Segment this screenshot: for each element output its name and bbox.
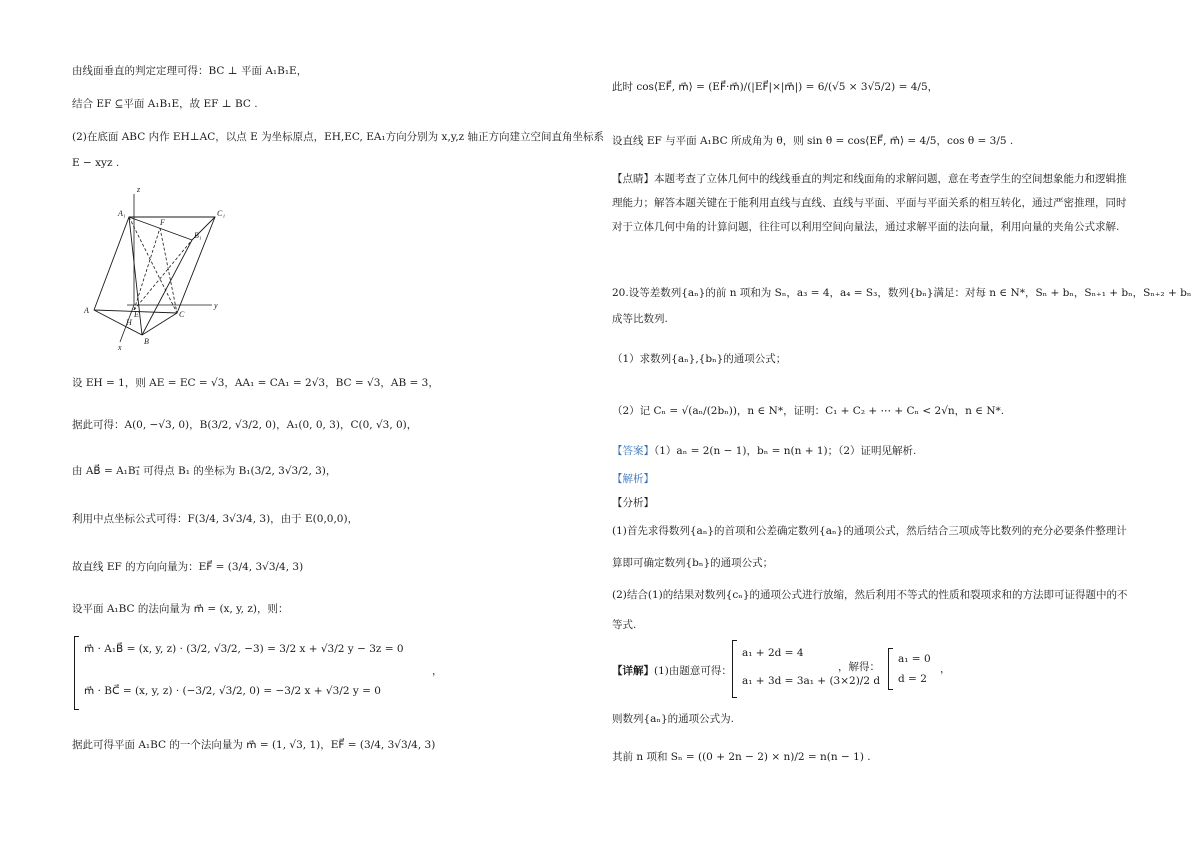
answer-line bbox=[612, 444, 916, 458]
figure-label: C₁ bbox=[217, 209, 226, 218]
answer-body: （1）aₙ = 2(n − 1)，bₙ = n(n + 1)；（2）证明见解析. bbox=[654, 445, 917, 457]
text-line: 理能力；解答本题关键在于能利用直线与直线、直线与平面、平面与平面关系的相互转化，通过严密推理，同时 bbox=[612, 197, 1127, 209]
text-line: ， bbox=[940, 663, 951, 675]
text-line: 则数列{aₙ}的通项公式为. bbox=[612, 713, 735, 725]
text-line: ，解得： bbox=[838, 661, 880, 673]
text-line: 由 AB⃗ = A₁B₁⃗ 可得点 B₁ 的坐标为 B₁(3/2, 3√3/2, 3)， bbox=[72, 465, 337, 477]
figure-label: x bbox=[118, 343, 122, 350]
detail-text: (1)由题意可得： bbox=[654, 665, 732, 677]
text-line: (2)结合(1)的结果对数列{cₙ}的通项公式进行放缩，然后利用不等式的性质和裂项求和的方法即可证得题中的不 bbox=[612, 589, 1128, 601]
figure-label: A₁ bbox=[118, 209, 126, 218]
analysis-tag: 【解析】 bbox=[612, 473, 654, 485]
text-line: 结合 EF ⊆平面 A₁B₁E，故 EF ⊥ BC . bbox=[72, 98, 258, 110]
text-line: 成等比数列. bbox=[612, 313, 668, 325]
text-line: 据此可得平面 A₁BC 的一个法向量为 m⃗ = (1, √3, 1)，EF⃗ = (3/4, 3√3/4, 3) bbox=[72, 739, 436, 751]
text-line: （1）求数列{aₙ},{bₙ}的通项公式； bbox=[612, 353, 787, 365]
text-line: 【点睛】本题考查了立体几何中的线线垂直的判定和线面角的求解问题，意在考查学生的空间想象能力和逻辑推 bbox=[612, 173, 1127, 185]
figure-label: H bbox=[126, 318, 132, 327]
figure-label: E bbox=[134, 310, 139, 319]
figure-label: y bbox=[214, 301, 218, 310]
text-line: 利用中点坐标公式可得：F(3/4, 3√3/4, 3)，由于 E(0,0,0)， bbox=[72, 513, 359, 525]
equation-line: d = 2 bbox=[898, 673, 927, 685]
figure-label: B bbox=[144, 337, 149, 346]
figure-label: F bbox=[160, 218, 165, 227]
text-line: 对于立体几何中角的计算问题，往往可以利用空间向量法，通过求解平面的法向量，利用向量的夹角公式求解. bbox=[612, 221, 1120, 233]
figure-label: C bbox=[179, 310, 185, 319]
system-brace bbox=[888, 648, 893, 690]
system-brace bbox=[732, 640, 737, 698]
text-line: 算即可确定数列{bₙ}的通项公式； bbox=[612, 557, 774, 569]
text-line: 等式. bbox=[612, 619, 637, 631]
prism-figure bbox=[82, 180, 232, 350]
text-line: 此时 cos⟨EF⃗, m⃗⟩ = (EF⃗·m⃗)/(|EF⃗|×|m⃗|) = 6/(√5 × 3√5/2) = 4/5， bbox=[612, 81, 939, 93]
text-line: 故直线 EF 的方向向量为：EF⃗ = (3/4, 3√3/4, 3) bbox=[72, 561, 304, 573]
text-line: ， bbox=[432, 665, 443, 677]
equation-line: a₁ + 2d = 4 bbox=[742, 647, 804, 659]
text-line: E − xyz . bbox=[72, 157, 120, 169]
system-brace bbox=[74, 636, 79, 710]
answer-tag: 【答案】 bbox=[612, 445, 654, 457]
detail-tag: 【详解】 bbox=[612, 665, 654, 677]
text-line: 据此可得：A(0, −√3, 0)，B(3/2, √3/2, 0)，A₁(0, 0, 3)，C(0, √3, 0)， bbox=[72, 419, 418, 431]
section-tag: 【分析】 bbox=[612, 497, 654, 509]
text-line: 20.设等差数列{aₙ}的前 n 项和为 Sₙ，a₃ = 4，a₄ = S₃，数列{bₙ}满足：对每 n ∈ N*，Sₙ + bₙ，Sₙ₊₁ + bₙ，Sₙ₊₂ + bₙ bbox=[612, 287, 1192, 299]
text-line: 设直线 EF 与平面 A₁BC 所成角为 θ，则 sin θ = cos⟨EF⃗, m⃗⟩ = 4/5，cos θ = 3/5 . bbox=[612, 135, 1014, 147]
equation-line: a₁ = 0 bbox=[898, 653, 931, 665]
text-line: 其前 n 项和 Sₙ = ((0 + 2n − 2) × n)/2 = n(n − 1) . bbox=[612, 751, 871, 763]
equation-line: m⃗ · BC⃗ = (x, y, z) · (−3/2, √3/2, 0) = −3/2 x + √3/2 y = 0 bbox=[84, 685, 381, 697]
text-line: (1)首先求得数列{aₙ}的首项和公差确定数列{aₙ}的通项公式，然后结合三项成等比数列的充分必要条件整理计 bbox=[612, 525, 1127, 537]
detail-line bbox=[612, 664, 732, 678]
text-line: 设 EH = 1，则 AE = EC = √3，AA₁ = CA₁ = 2√3，BC = √3，AB = 3， bbox=[72, 377, 439, 389]
figure-label: z bbox=[137, 185, 141, 194]
figure-label: A bbox=[84, 306, 89, 315]
text-line: 由线面垂直的判定定理可得：BC ⊥ 平面 A₁B₁E， bbox=[72, 65, 308, 77]
text-line: (2)在底面 ABC 内作 EH⊥AC，以点 E 为坐标原点，EH,EC, EA₁方向分别为 x,y,z 轴正方向建立空间直角坐标系 bbox=[72, 131, 605, 143]
text-line: （2）记 Cₙ = √(aₙ/(2bₙ))，n ∈ N*，证明：C₁ + C₂ + ⋯ + Cₙ < 2√n，n ∈ N*. bbox=[612, 405, 1005, 417]
equation-line: a₁ + 3d = 3a₁ + (3×2)/2 d bbox=[742, 675, 881, 687]
equation-line: m⃗ · A₁B⃗ = (x, y, z) · (3/2, √3/2, −3) = 3/2 x + √3/2 y − 3z = 0 bbox=[84, 643, 404, 655]
figure-label: B₁ bbox=[194, 231, 202, 240]
text-line: 设平面 A₁BC 的法向量为 m⃗ = (x, y, z)，则： bbox=[72, 603, 289, 615]
